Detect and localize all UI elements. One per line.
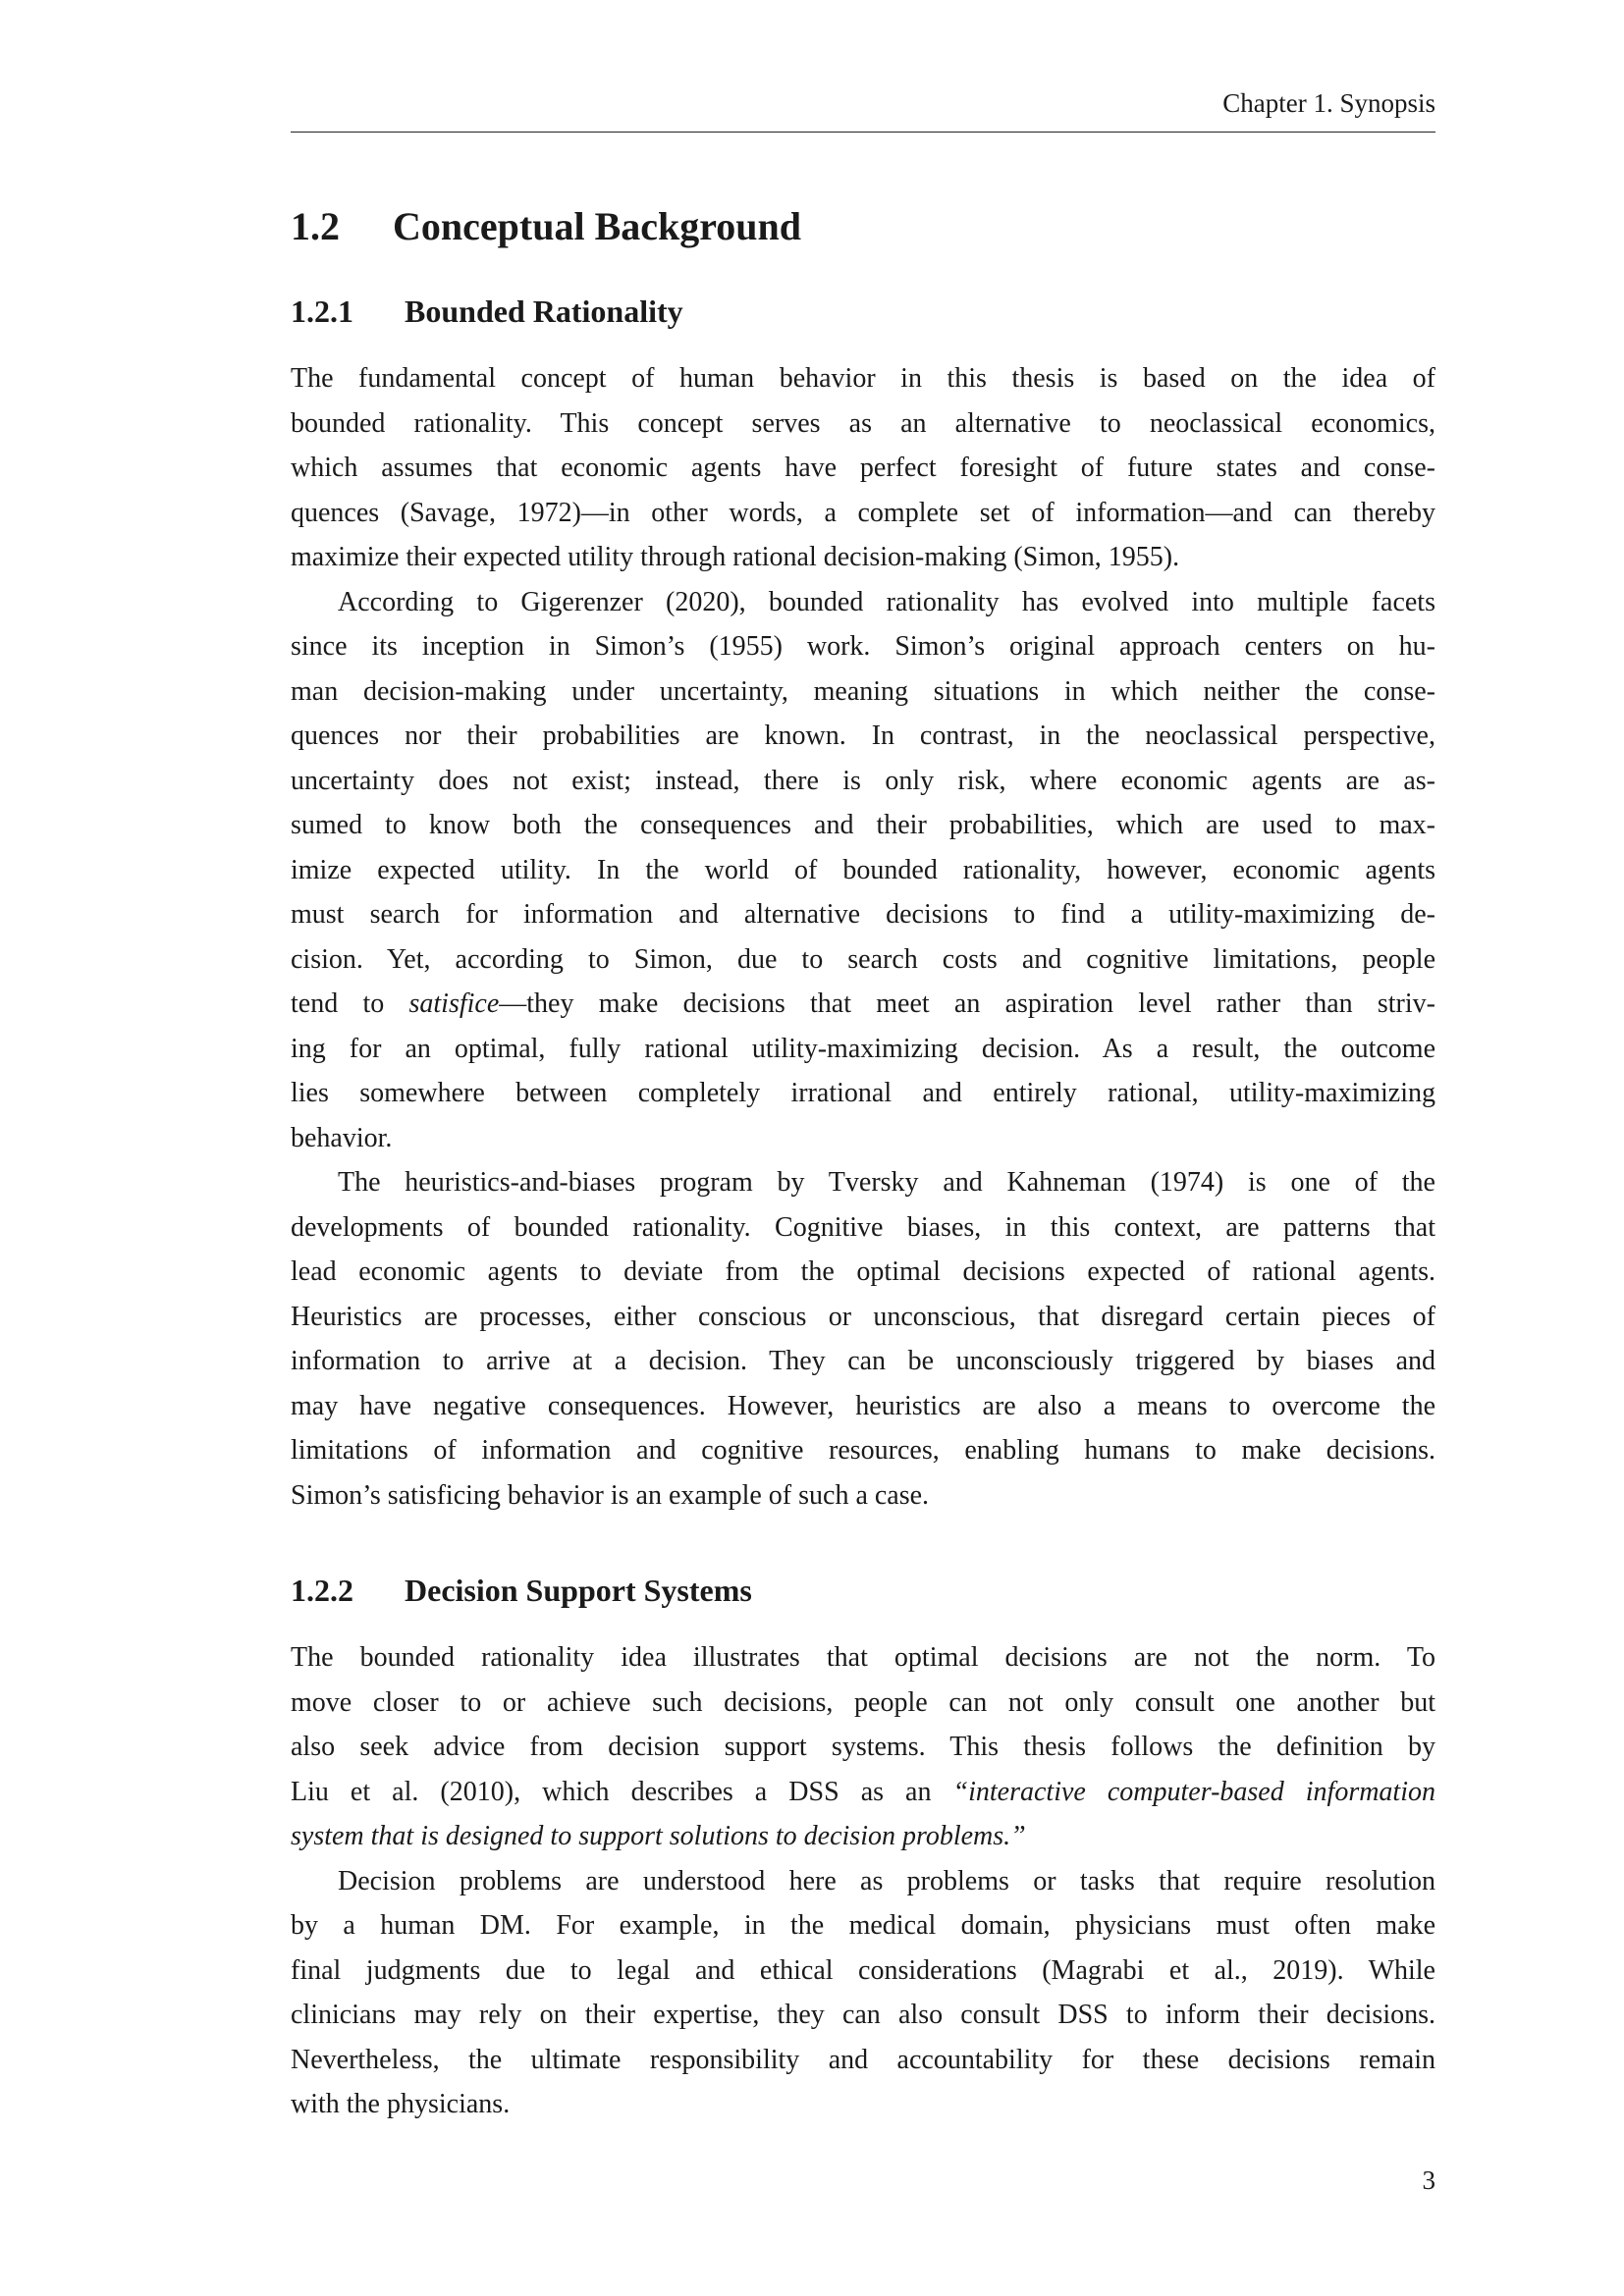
text-segment: clinicians may rely on their expertise, they can also consult DSS to inform their decisions. — [291, 2000, 1435, 2030]
text-line — [291, 669, 1435, 715]
text-segment: imize expected utility. In the world of bounded rationality, however, economic agents — [291, 854, 1435, 885]
text-segment: According to Gigerenzer (2020), bounded rationality has evolved into multiple facets — [338, 586, 1435, 617]
italic-text: system that is designed to support solutions to decision problems.” — [291, 1821, 1026, 1851]
section-heading — [291, 202, 801, 251]
text-segment: Nevertheless, the ultimate responsibility and accountability for these decisions remain — [291, 2044, 1435, 2075]
text-line — [291, 1027, 1435, 1072]
text-line — [291, 1116, 1435, 1161]
text-segment: lies somewhere between completely irrational and entirely rational, utility-maximizing — [291, 1078, 1435, 1108]
text-segment: cision. Yet, according to Simon, due to search costs and cognitive limitations, people — [291, 943, 1435, 975]
text-segment: The heuristics-and-biases program by Tversky and Kahneman (1974) is one of the — [338, 1167, 1435, 1198]
text-segment: with the physicians. — [291, 2089, 511, 2119]
subsection-body — [291, 1635, 1435, 2127]
text-line — [291, 535, 1435, 580]
text-line — [291, 937, 1435, 983]
text-segment: uncertainty does not exist; instead, there is only risk, where economic agents are as- — [291, 765, 1435, 796]
text-segment: by a human DM. For example, in the medical domain, physicians must often make — [291, 1910, 1435, 1941]
text-segment: ing for an optimal, fully rational utility-maximizing decision. As a result, the outcome — [291, 1033, 1435, 1064]
text-segment: must search for information and alternative decisions to find a utility-maximizing de- — [291, 899, 1435, 930]
text-line — [291, 892, 1435, 937]
text-segment: developments of bounded rationality. Cognitive biases, in this context, are patterns that — [291, 1211, 1435, 1243]
text-line — [291, 356, 1435, 401]
text-line — [291, 1473, 1435, 1519]
text-segment: final judgments due to legal and ethical considerations (Magrabi et al., 2019). While — [291, 1954, 1435, 1986]
text-line — [291, 1903, 1435, 1949]
text-segment: —they make decisions that meet an aspiration level rather than striv- — [499, 988, 1435, 1019]
text-segment: behavior. — [291, 1122, 393, 1153]
text-segment: move closer to or achieve such decisions, people can not only consult one another but — [291, 1686, 1435, 1718]
text-segment: may have negative consequences. However, heuristics are also a means to overcome the — [291, 1390, 1435, 1421]
text-segment: Liu et al. (2010), which describes a DSS as an — [291, 1776, 953, 1807]
text-segment: tend to — [291, 988, 409, 1019]
text-line — [291, 982, 1435, 1027]
text-line — [291, 624, 1435, 669]
text-line — [291, 491, 1435, 536]
text-line — [291, 2082, 1435, 2127]
text-line — [291, 580, 1435, 625]
text-segment: limitations of information and cognitive resources, enabling humans to make decisions. — [291, 1435, 1435, 1466]
text-segment: also seek advice from decision support systems. This thesis follows the definition by — [291, 1732, 1435, 1762]
text-segment: The fundamental concept of human behavior in this thesis is based on the idea of — [291, 363, 1435, 394]
italic-text: satisfice — [408, 988, 500, 1019]
paragraph — [291, 1859, 1435, 2127]
subsection-heading-bounded-rationality — [291, 292, 683, 331]
text-line — [291, 1339, 1435, 1384]
text-line — [291, 1428, 1435, 1473]
text-segment: bounded rationality. This concept serves as an alternative to neoclassical economics, — [291, 407, 1435, 439]
text-line — [291, 1725, 1435, 1770]
subsection-number: 1.2.1 — [291, 294, 353, 329]
paragraph — [291, 580, 1435, 1161]
text-line — [291, 1949, 1435, 1994]
text-line — [291, 1770, 1435, 1815]
text-line — [291, 1384, 1435, 1429]
running-header: Chapter 1. Synopsis — [1222, 88, 1435, 118]
paragraph — [291, 356, 1435, 580]
text-line — [291, 1635, 1435, 1681]
subsection-title: Bounded Rationality — [405, 294, 683, 329]
paragraph — [291, 1635, 1435, 1859]
text-line — [291, 1160, 1435, 1205]
text-line — [291, 1814, 1435, 1859]
paragraph — [291, 1160, 1435, 1518]
text-line — [291, 401, 1435, 447]
text-segment: information to arrive at a decision. They can be unconsciously triggered by biases and — [291, 1346, 1435, 1376]
text-segment: sumed to know both the consequences and their probabilities, which are used to max- — [291, 810, 1435, 840]
text-segment: The bounded rationality idea illustrates that optimal decisions are not the norm. To — [291, 1642, 1435, 1673]
section-number: 1.2 — [291, 204, 340, 248]
text-line — [291, 803, 1435, 848]
section-title: Conceptual Background — [393, 204, 802, 248]
text-segment: quences (Savage, 1972)—in other words, a complete set of information—and can thereby — [291, 497, 1435, 528]
text-line — [291, 714, 1435, 759]
text-segment: maximize their expected utility through rational decision-making (Simon, 1955). — [291, 542, 1180, 572]
header-rule — [291, 132, 1435, 133]
text-line — [291, 759, 1435, 804]
page-number: 3 — [1422, 2165, 1435, 2195]
text-line — [291, 1859, 1435, 1904]
text-line — [291, 848, 1435, 893]
italic-text: “interactive computer-based information — [952, 1776, 1435, 1807]
text-line — [291, 1993, 1435, 2038]
subsection-number: 1.2.2 — [291, 1573, 353, 1608]
text-segment: which assumes that economic agents have perfect foresight of future states and conse- — [291, 453, 1435, 483]
text-line — [291, 1071, 1435, 1116]
text-segment: quences nor their probabilities are known. In contrast, in the neoclassical perspective, — [291, 721, 1435, 751]
subsection-body — [291, 356, 1435, 1518]
text-segment: man decision-making under uncertainty, meaning situations in which neither the conse- — [291, 675, 1435, 707]
subsection-title: Decision Support Systems — [405, 1573, 752, 1608]
text-line — [291, 2038, 1435, 2083]
text-line — [291, 1295, 1435, 1340]
text-line — [291, 1250, 1435, 1295]
text-segment: Heuristics are processes, either conscious or unconscious, that disregard certain pieces of — [291, 1301, 1435, 1332]
text-line — [291, 1205, 1435, 1251]
subsection-heading-decision-support-systems — [291, 1571, 752, 1610]
text-segment: Simon’s satisficing behavior is an example of such a case. — [291, 1479, 930, 1511]
text-line — [291, 1681, 1435, 1726]
text-line — [291, 446, 1435, 491]
text-segment: lead economic agents to deviate from the optimal decisions expected of rational agents. — [291, 1256, 1435, 1287]
text-segment: since its inception in Simon’s (1955) work. Simon’s original approach centers on hu- — [291, 631, 1435, 662]
text-segment: Decision problems are understood here as problems or tasks that require resolution — [338, 1865, 1435, 1896]
